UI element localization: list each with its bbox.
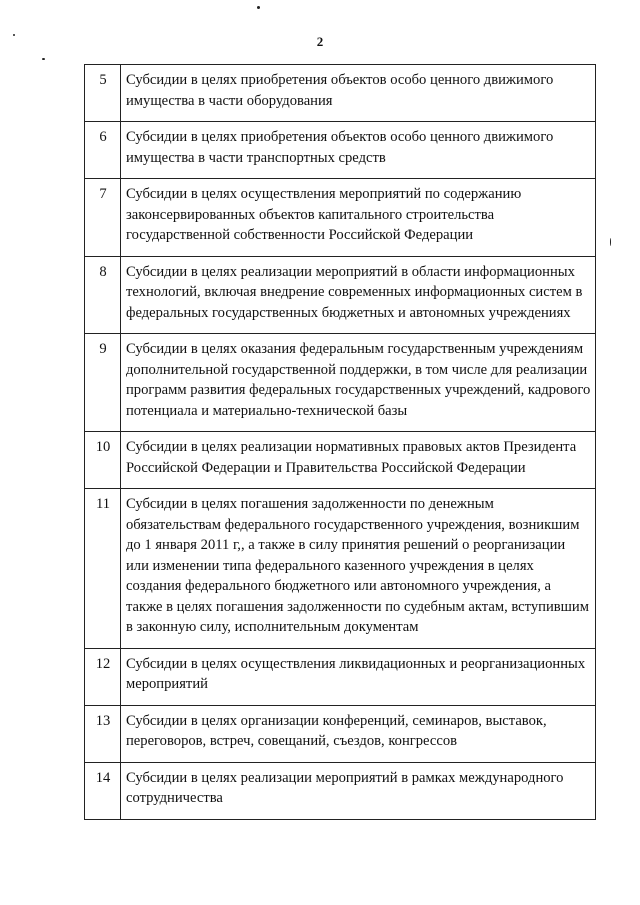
scan-speck [610, 238, 611, 246]
row-text: Субсидии в целях погашения задолженности по денежным обязательствам федерального государственного учреждения, возникшим до 1 января 2011 г,, а также в силу принятия решений о реорганизации или изменении типа федерального казенного учреждения в целях создания федерального бюджетного или автономного учреждения, а также в целях погашения задолженности по судебным актам, вступившим в законную силу, исполнительным документам [121, 489, 596, 649]
table-row [85, 334, 596, 432]
row-text: Субсидии в целях осуществления мероприятий по содержанию законсервированных объектов капитального строительства государственной собственности Российской Федерации [121, 179, 596, 257]
table-row [85, 179, 596, 257]
row-text: Субсидии в целях приобретения объектов особо ценного движимого имущества в части транспортных средств [121, 122, 596, 179]
scan-speck [42, 58, 45, 60]
table-row [85, 705, 596, 762]
row-number: 6 [85, 122, 121, 179]
table-row [85, 432, 596, 489]
row-text: Субсидии в целях реализации мероприятий в области информационных технологий, включая внедрение современных информационных систем в федеральных государственных бюджетных и автономных учреждениях [121, 256, 596, 334]
row-text: Субсидии в целях организации конференций, семинаров, выставок, переговоров, встреч, совещаний, съездов, конгрессов [121, 705, 596, 762]
table-row [85, 648, 596, 705]
row-number: 11 [85, 489, 121, 649]
subsidies-table [84, 64, 596, 820]
row-text: Субсидии в целях оказания федеральным государственным учреждениям дополнительной государственной поддержки, в том числе для реализации программ развития федеральных государственных учреждений, кадрового потенциала и материально-технической базы [121, 334, 596, 432]
row-number: 10 [85, 432, 121, 489]
table-row [85, 762, 596, 819]
row-number: 7 [85, 179, 121, 257]
row-number: 5 [85, 65, 121, 122]
scan-speck [257, 6, 260, 9]
row-number: 9 [85, 334, 121, 432]
row-number: 13 [85, 705, 121, 762]
table-row [85, 122, 596, 179]
row-text: Субсидии в целях реализации нормативных правовых актов Президента Российской Федерации и Правительства Российской Федерации [121, 432, 596, 489]
row-number: 8 [85, 256, 121, 334]
row-text: Субсидии в целях реализации мероприятий в рамках международного сотрудничества [121, 762, 596, 819]
page-number: 2 [316, 34, 324, 49]
row-text: Субсидии в целях приобретения объектов особо ценного движимого имущества в части оборудования [121, 65, 596, 122]
row-text: Субсидии в целях осуществления ликвидационных и реорганизационных мероприятий [121, 648, 596, 705]
row-number: 14 [85, 762, 121, 819]
row-number: 12 [85, 648, 121, 705]
table-row [85, 489, 596, 649]
table-row [85, 65, 596, 122]
table-row [85, 256, 596, 334]
